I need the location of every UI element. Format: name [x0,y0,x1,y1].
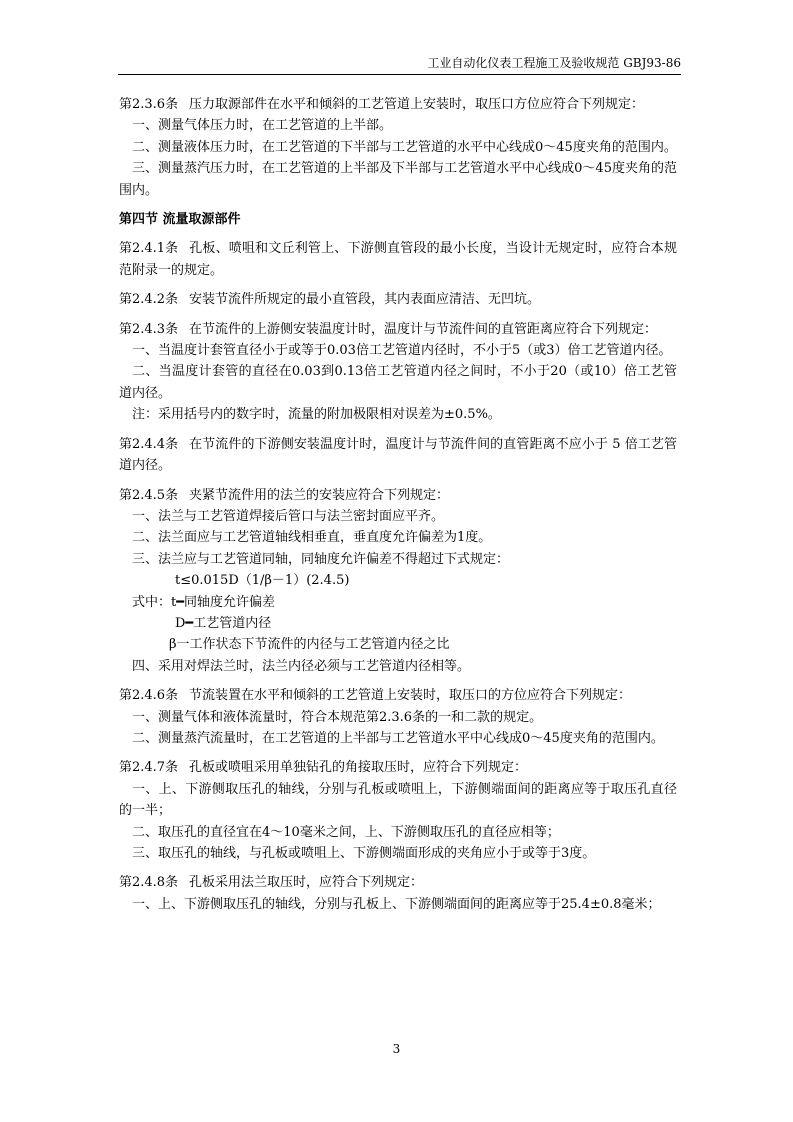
clause-number: 第2.4.6条 [119,688,179,704]
clause-text: 安装节流件所规定的最小直管段，其内表面应清洁、无凹坑。 [189,292,541,308]
clause-2-4-7 [119,757,677,864]
clause-2-4-8 [119,872,677,915]
clause-number: 第2.3.6条 [119,97,179,112]
clause-item: 二、取压孔的直径宜在4～10毫米之间，上、下游侧取压孔的直径应相等； [132,824,560,840]
running-header [118,52,681,75]
clause-text: 孔板、喷咀和文丘利管上、下游侧直管段的最小长度，当设计无规定时，应符合本规范附录一的规定。 [119,241,677,278]
section-heading: 第四节 流量取源部件 [119,212,241,228]
clause-item: 三、法兰应与工艺管道同轴，同轴度允许偏差不得超过下式规定： [132,551,510,567]
clause-note: 注：采用括号内的数字时，流量的附加极限相对误差为±0.5%。 [132,407,501,423]
clause-2-4-6 [119,685,677,749]
header-title: 工业自动化仪表工程施工及验收规范 GBJ93-86 [427,56,681,70]
clause-text: 孔板采用法兰取压时，应符合下列规定： [189,875,424,891]
clause-2-4-4 [119,434,677,477]
document-body [119,94,677,923]
clause-item: 三、测量蒸汽压力时，在工艺管道的上半部及下半部与工艺管道水平中心线成0～45度夹角的范围内。 [119,161,677,198]
page-number: 3 [392,1042,401,1056]
clause-text: 夹紧节流件用的法兰的安装应符合下列规定： [189,487,450,503]
clause-number: 第2.4.7条 [119,760,179,776]
clause-2-4-5 [119,485,677,678]
clause-2-4-2 [119,289,677,310]
clause-2-4-3 [119,319,677,426]
clause-item: 二、测量液体压力时，在工艺管道的下半部与工艺管道的水平中心线成0～45度夹角的范围内。 [132,139,677,155]
clause-text: 在节流件的下游侧安装温度计时，温度计与节流件间的直管距离不应小于 5 倍工艺管道内径。 [119,436,677,474]
clause-number: 第2.4.1条 [119,241,179,257]
clause-item: 二、当温度计套管的直径在0.03到0.13倍工艺管道内径之间时，不小于20（或10）倍工艺管道内径。 [119,364,677,401]
clause-item: 二、法兰面应与工艺管道轴线相垂直，垂直度允许偏差为1度。 [132,530,492,546]
clause-number: 第2.4.3条 [119,321,179,337]
formula-variable: β一工作状态下节流件的内径与工艺管道内径之比 [169,637,450,653]
clause-item: 三、取压孔的轴线，与孔板或喷咀上、下游侧端面形成的夹角应小于或等于3度。 [132,846,596,861]
clause-item: 二、测量蒸汽流量时，在工艺管道的上半部与工艺管道水平中心线成0～45度夹角的范围内。 [132,730,664,746]
clause-text: 在节流件的上游侧安装温度计时，温度计与节流件间的直管距离应符合下列规定： [189,321,658,337]
clause-text: 节流装置在水平和倾斜的工艺管道上安装时，取压口的方位应符合下列规定： [189,688,632,704]
clause-number: 第2.4.5条 [119,487,179,503]
clause-item: 一、法兰与工艺管道焊接后管口与法兰密封面应平齐。 [132,508,445,524]
clause-item: 一、测量气体和液体流量时，符合本规范第2.3.6条的一和二款的规定。 [132,709,543,725]
clause-2-3-6 [119,94,677,201]
clause-item: 一、测量气体压力时，在工艺管道的上半部。 [132,118,393,134]
formula-variable: 式中：t━同轴度允许偏差 [132,594,276,610]
clause-2-4-1 [119,238,677,281]
clause-item: 一、上、下游侧取压孔的轴线，分别与孔板或喷咀上，下游侧端面间的距离应等于取压孔直径的一半； [119,781,677,819]
formula-variable: D━工艺管道内径 [175,615,272,631]
clause-number: 第2.4.2条 [119,292,179,308]
clause-number: 第2.4.8条 [119,875,179,891]
clause-item: 一、当温度计套管直径小于或等于0.03倍工艺管道内径时，不小于5（或3）倍工艺管道内径。 [132,343,672,359]
clause-text: 孔板或喷咀采用单独钻孔的角接取压时，应符合下列规定： [189,760,528,776]
clause-item: 四、采用对焊法兰时，法兰内径必须与工艺管道内径相等。 [132,658,471,674]
formula: t≤0.015D（1/β－1）(2.4.5) [175,573,350,589]
clause-text: 压力取源部件在水平和倾斜的工艺管道上安装时，取压口方位应符合下列规定： [189,97,645,112]
clause-item: 一、上、下游侧取压孔的轴线，分别与孔板上、下游侧端面间的距离应等于25.4±0.8毫米； [132,896,661,912]
clause-number: 第2.4.4条 [119,436,179,452]
